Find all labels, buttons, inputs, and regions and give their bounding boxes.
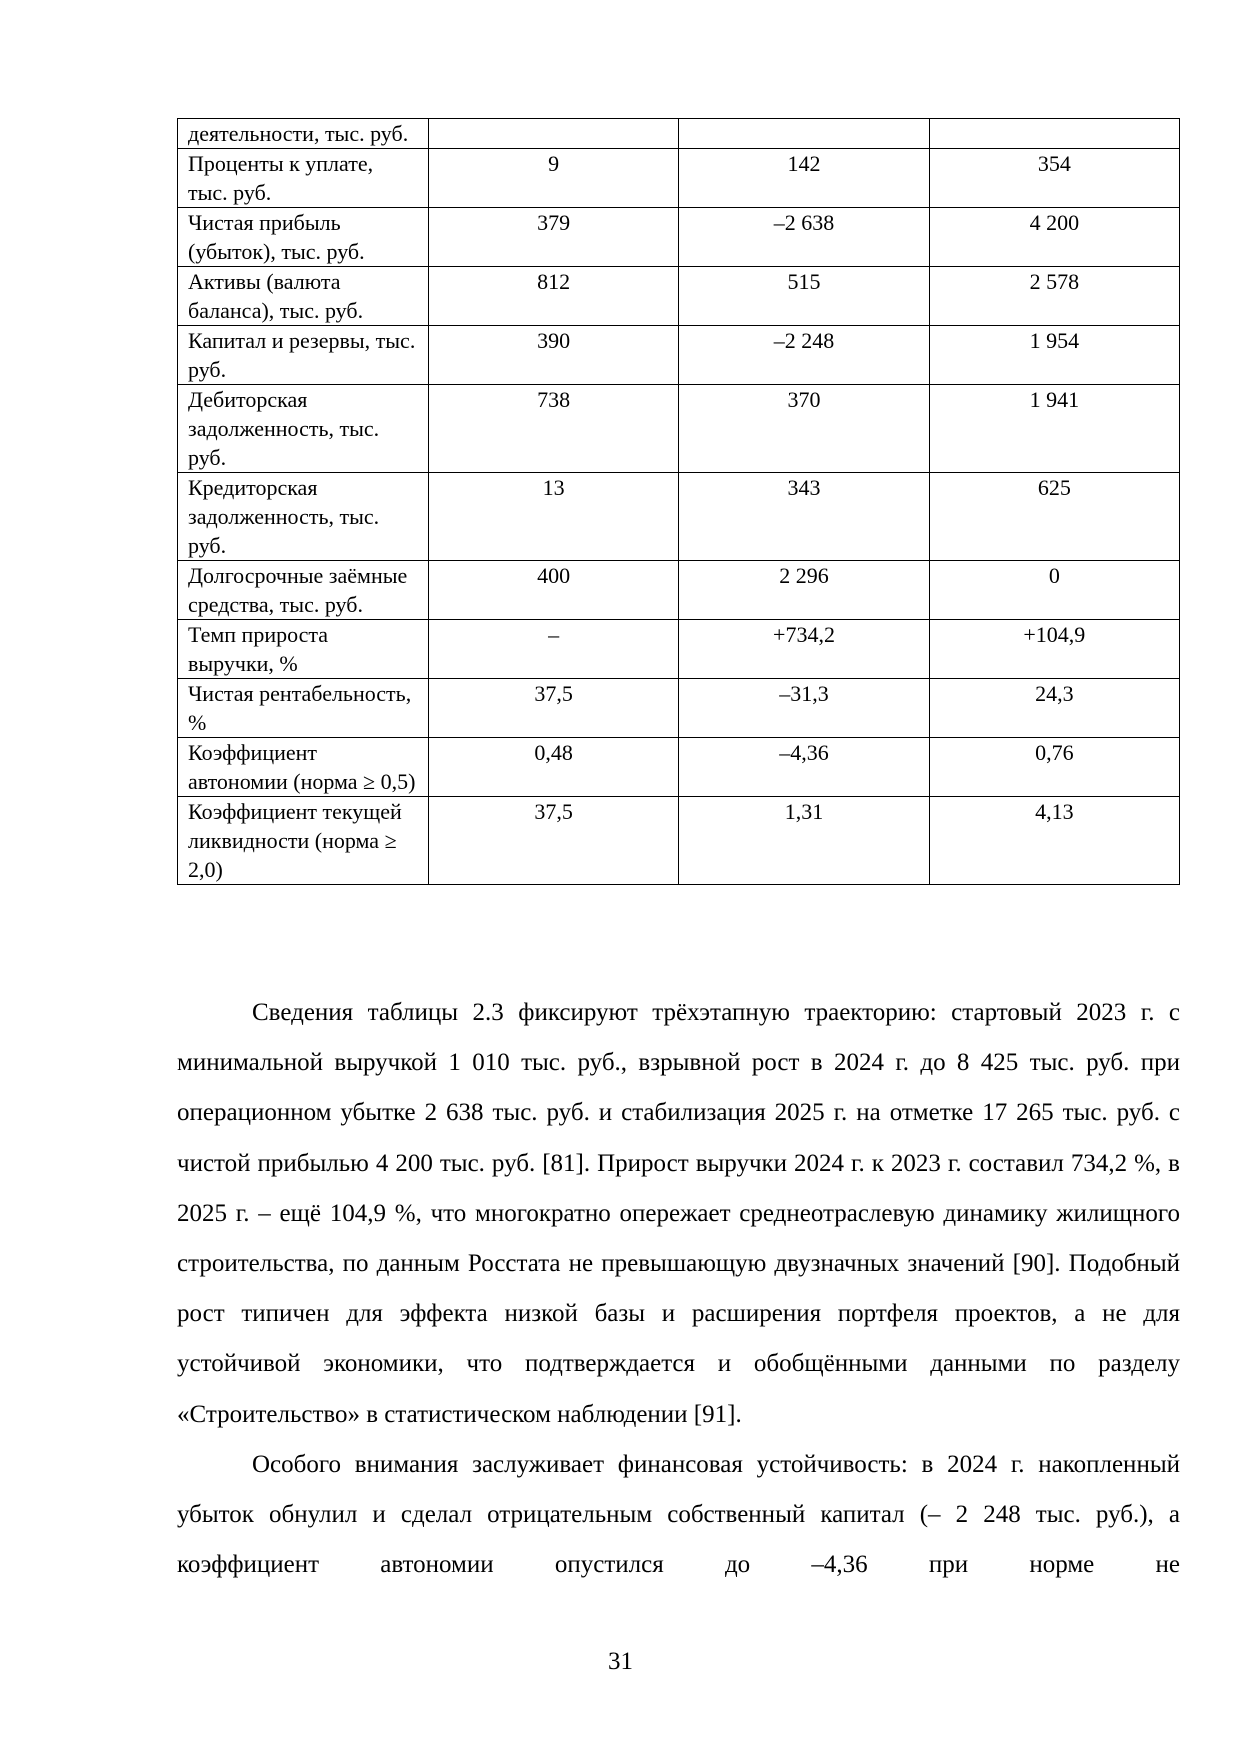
table-row bbox=[178, 797, 1180, 885]
value-2024: 1,31 bbox=[679, 797, 929, 885]
table-row bbox=[178, 208, 1180, 267]
value-2024: 2 296 bbox=[679, 561, 929, 620]
value-2024 bbox=[679, 119, 929, 149]
row-label: Коэффициент автономии (норма ≥ 0,5) bbox=[178, 738, 429, 797]
table-row bbox=[178, 473, 1180, 561]
value-2023: 390 bbox=[429, 326, 679, 385]
value-2023: 738 bbox=[429, 385, 679, 473]
table-row bbox=[178, 119, 1180, 149]
table-body bbox=[178, 119, 1180, 885]
row-label: Долгосрочные заёмные средства, тыс. руб. bbox=[178, 561, 429, 620]
value-2024: 343 bbox=[679, 473, 929, 561]
value-2023: 13 bbox=[429, 473, 679, 561]
table-row bbox=[178, 326, 1180, 385]
row-label: деятельности, тыс. руб. bbox=[178, 119, 429, 149]
value-2023: 812 bbox=[429, 267, 679, 326]
row-label: Дебиторская задолженность, тыс. руб. bbox=[178, 385, 429, 473]
row-label: Темп прироста выручки, % bbox=[178, 620, 429, 679]
page-number: 31 bbox=[608, 1648, 633, 1675]
value-2023: – bbox=[429, 620, 679, 679]
table-row bbox=[178, 620, 1180, 679]
value-2023: 0,48 bbox=[429, 738, 679, 797]
row-label: Проценты к уплате, тыс. руб. bbox=[178, 149, 429, 208]
value-2024: 142 bbox=[679, 149, 929, 208]
value-2025: 1 941 bbox=[929, 385, 1179, 473]
value-2024: –2 638 bbox=[679, 208, 929, 267]
paragraph: Сведения таблицы 2.3 фиксируют трёхэтапную траекторию: стартовый 2023 г. с минимальной выручкой 1 010 тыс. руб., взрывной рост в 2024 г. до 8 425 тыс. руб. при операционном убытке 2 638 тыс. руб. и стабилизация 2025 г. на отметке 17 265 тыс. руб. с чистой прибылью 4 200 тыс. руб. [81]. Прирост выручки 2024 г. к 2023 г. составил 734,2 %, в 2025 г. – ещё 104,9 %, что многократно опережает среднеотраслевую динамику жилищного строительства, по данным Росстата не превышающую двузначных значений [90]. Подобный рост типичен для эффекта низкой базы и расширения портфеля проектов, а не для устойчивой экономики, что подтверждается и обобщёнными данными по разделу «Строительство» в статистическом наблюдении [91]. bbox=[177, 999, 1180, 1428]
value-2025: 4,13 bbox=[929, 797, 1179, 885]
value-2024: 515 bbox=[679, 267, 929, 326]
row-label: Капитал и резервы, тыс. руб. bbox=[178, 326, 429, 385]
value-2025 bbox=[929, 119, 1179, 149]
table-row bbox=[178, 679, 1180, 738]
value-2023: 400 bbox=[429, 561, 679, 620]
row-label: Коэффициент текущей ликвидности (норма ≥ 2,0) bbox=[178, 797, 429, 885]
value-2023: 37,5 bbox=[429, 797, 679, 885]
value-2025: 0 bbox=[929, 561, 1179, 620]
value-2025: 2 578 bbox=[929, 267, 1179, 326]
value-2024: 370 bbox=[679, 385, 929, 473]
row-label: Кредиторская задолженность, тыс. руб. bbox=[178, 473, 429, 561]
value-2024: –31,3 bbox=[679, 679, 929, 738]
value-2024: +734,2 bbox=[679, 620, 929, 679]
value-2025: 354 bbox=[929, 149, 1179, 208]
table-row bbox=[178, 738, 1180, 797]
value-2023: 37,5 bbox=[429, 679, 679, 738]
value-2023: 379 bbox=[429, 208, 679, 267]
value-2025: 625 bbox=[929, 473, 1179, 561]
financial-indicators-table bbox=[177, 118, 1180, 885]
value-2024: –4,36 bbox=[679, 738, 929, 797]
row-label: Активы (валюта баланса), тыс. руб. bbox=[178, 267, 429, 326]
table-row bbox=[178, 385, 1180, 473]
value-2025: 24,3 bbox=[929, 679, 1179, 738]
table-row bbox=[178, 149, 1180, 208]
value-2023: 9 bbox=[429, 149, 679, 208]
value-2023 bbox=[429, 119, 679, 149]
value-2025: 4 200 bbox=[929, 208, 1179, 267]
value-2025: 1 954 bbox=[929, 326, 1179, 385]
row-label: Чистая прибыль (убыток), тыс. руб. bbox=[178, 208, 429, 267]
table-row bbox=[178, 561, 1180, 620]
table-row bbox=[178, 267, 1180, 326]
value-2024: –2 248 bbox=[679, 326, 929, 385]
value-2025: +104,9 bbox=[929, 620, 1179, 679]
body-text bbox=[177, 988, 1180, 1590]
paragraph: Особого внимания заслуживает финансовая устойчивость: в 2024 г. накопленный убыток обнулил и сделал отрицательным собственный капитал (– 2 248 тыс. руб.), а коэффициент автономии опустился до –4,36 при норме не bbox=[177, 1450, 1180, 1579]
value-2025: 0,76 bbox=[929, 738, 1179, 797]
row-label: Чистая рентабельность, % bbox=[178, 679, 429, 738]
